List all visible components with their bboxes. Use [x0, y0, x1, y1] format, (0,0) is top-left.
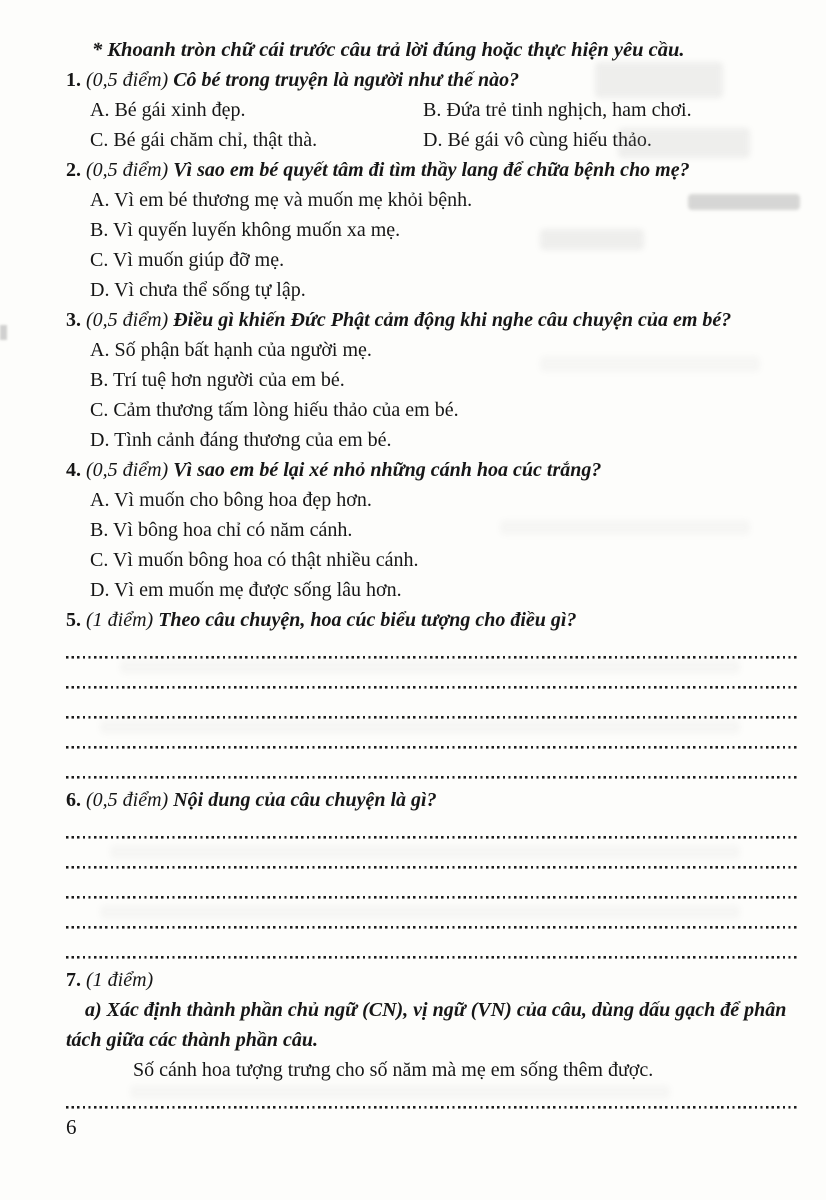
question-4-option-d: D. Vì em muốn mẹ được sống lâu hơn.	[90, 579, 402, 601]
question-6-number: 6.	[66, 789, 81, 811]
question-1-text: Cô bé trong truyện là người như thế nào?	[173, 69, 520, 91]
answer-line	[66, 905, 798, 935]
question-1	[66, 65, 798, 95]
question-5-number: 5.	[66, 609, 81, 631]
question-4-option-c: C. Vì muốn bông hoa có thật nhiều cánh.	[90, 549, 419, 571]
question-1-option-c: C. Bé gái chăm chỉ, thật thà.	[90, 129, 318, 151]
question-3	[66, 305, 798, 335]
question-2-option-a: A. Vì em bé thương mẹ và muốn mẹ khỏi bệnh.	[90, 189, 473, 211]
question-4-points: (0,5 điểm)	[86, 459, 169, 481]
question-3-text: Điều gì khiến Đức Phật cảm động khi nghe câu chuyện của em bé?	[173, 309, 732, 331]
question-1-option-b: B. Đứa trẻ tinh nghịch, ham chơi.	[423, 99, 692, 121]
question-7-part-a: a) Xác định thành phần chủ ngữ (CN), vị ngữ (VN) của câu, dùng dấu gạch để phân tách giữa các thành phần câu.	[66, 999, 787, 1051]
question-1-option-d: D. Bé gái vô cùng hiếu thảo.	[423, 129, 652, 151]
page-number: 6	[66, 1115, 77, 1139]
page-content	[66, 35, 798, 1115]
answer-line	[66, 1085, 798, 1115]
question-4-number: 4.	[66, 459, 81, 481]
question-7	[66, 965, 798, 995]
answer-line	[66, 695, 798, 725]
question-4	[66, 455, 798, 485]
question-4-option-a: A. Vì muốn cho bông hoa đẹp hơn.	[90, 489, 372, 511]
question-4-option-b: B. Vì bông hoa chỉ có năm cánh.	[90, 519, 353, 541]
answer-line	[66, 635, 798, 665]
answer-line	[66, 725, 798, 755]
question-1-option-a: A. Bé gái xinh đẹp.	[90, 99, 246, 121]
question-7-points: (1 điểm)	[86, 969, 154, 991]
question-2-points: (0,5 điểm)	[86, 159, 169, 181]
scan-edge-artifact	[0, 325, 7, 340]
question-2-option-c: C. Vì muốn giúp đỡ mẹ.	[90, 249, 285, 271]
answer-line	[66, 845, 798, 875]
question-1-points: (0,5 điểm)	[86, 69, 169, 91]
question-3-number: 3.	[66, 309, 81, 331]
question-3-option-c: C. Cảm thương tấm lòng hiếu thảo của em bé.	[90, 399, 459, 421]
question-3-option-d: D. Tình cảnh đáng thương của em bé.	[90, 429, 392, 451]
question-3-option-b: B. Trí tuệ hơn người của em bé.	[90, 369, 345, 391]
question-2-number: 2.	[66, 159, 81, 181]
question-7-sentence: Số cánh hoa tượng trưng cho số năm mà mẹ em sống thêm được.	[133, 1059, 654, 1081]
question-2-option-b: B. Vì quyến luyến không muốn xa mẹ.	[90, 219, 401, 241]
question-2-option-d: D. Vì chưa thể sống tự lập.	[90, 279, 306, 301]
question-4-text: Vì sao em bé lại xé nhỏ những cánh hoa cúc trắng?	[173, 459, 602, 481]
answer-line	[66, 665, 798, 695]
question-7-number: 7.	[66, 969, 81, 991]
question-2-text: Vì sao em bé quyết tâm đi tìm thầy lang để chữa bệnh cho mẹ?	[173, 159, 690, 181]
question-5	[66, 605, 798, 635]
answer-line	[66, 815, 798, 845]
answer-line	[66, 755, 798, 785]
question-2	[66, 155, 798, 185]
question-5-points: (1 điểm)	[86, 609, 154, 631]
question-6-points: (0,5 điểm)	[86, 789, 169, 811]
question-3-points: (0,5 điểm)	[86, 309, 169, 331]
question-3-option-a: A. Số phận bất hạnh của người mẹ.	[90, 339, 372, 361]
question-1-number: 1.	[66, 69, 81, 91]
question-6	[66, 785, 798, 815]
question-1-options-row-2	[66, 125, 798, 155]
answer-line	[66, 935, 798, 965]
question-6-text: Nội dung của câu chuyện là gì?	[173, 789, 437, 811]
test-instruction: * Khoanh tròn chữ cái trước câu trả lời đúng hoặc thực hiện yêu cầu.	[92, 39, 685, 61]
question-1-options-row-1	[66, 95, 798, 125]
answer-line	[66, 875, 798, 905]
question-5-text: Theo câu chuyện, hoa cúc biểu tượng cho điều gì?	[158, 609, 577, 631]
